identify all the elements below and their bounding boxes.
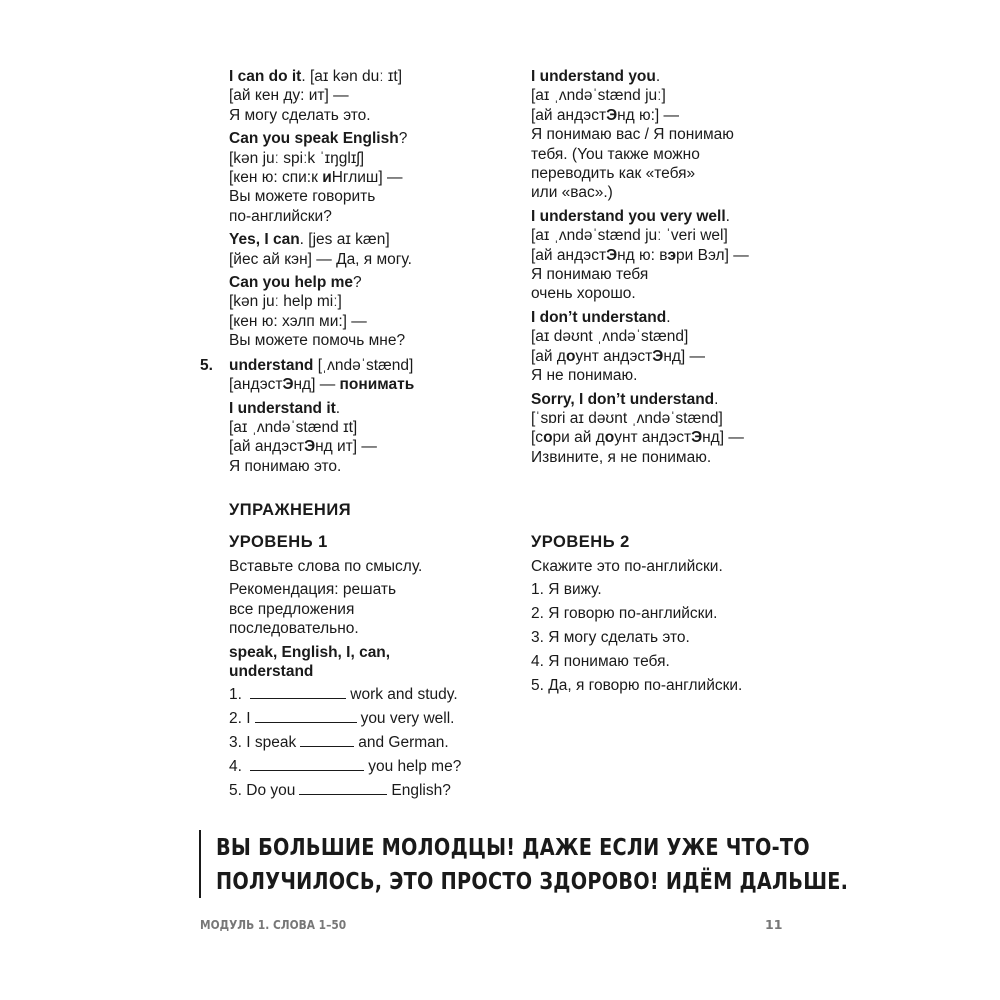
phrase-transliteration: [кен ю: спи:к иНглиш] — xyxy=(229,169,403,187)
phrase-translation: Извините, я не понимаю. xyxy=(531,448,712,466)
vocab-word-entry xyxy=(200,356,499,395)
phrase-transliteration: [ай доунт андэстЭнд] — xyxy=(531,347,706,365)
answer-blank[interactable] xyxy=(300,733,354,747)
vocab-word: understand xyxy=(229,356,314,374)
phrase-transliteration: [ай кен ду: ит] — xyxy=(229,87,349,105)
phrase-transliteration: [сори ай доунт андэстЭнд] — xyxy=(531,429,744,447)
motivation-banner xyxy=(199,830,849,898)
phrase-transliteration: [ай андэстЭнд ю: вэри Вэл] — xyxy=(531,246,749,264)
level1-exercise xyxy=(229,557,499,805)
level1-heading: УРОВЕНЬ 1 xyxy=(229,533,328,551)
phrase-translation: тебя. (You также можно xyxy=(531,145,700,163)
footer-module-title: МОДУЛЬ 1. СЛОВА 1–50 xyxy=(200,917,347,932)
phrase-entry: I understand you very well. [aɪ ˌʌndəˈstænd juː ˈveri wel] [ай андэстЭнд ю: вэри Вэл] — Я понимаю тебя очень хорошо. xyxy=(531,207,801,304)
translate-item: 5. Да, я говорю по-английски. xyxy=(531,677,743,695)
banner-line: ПОЛУЧИЛОСЬ, ЭТО ПРОСТО ЗДОРОВО! ИДЁМ ДАЛЬШЕ. xyxy=(216,867,849,895)
translate-item: 3. Я могу сделать это. xyxy=(531,629,690,647)
right-column xyxy=(531,67,801,471)
phrase-translation: Я понимаю вас / Я понимаю xyxy=(531,126,734,144)
phrase-entry: Yes, I can. [jes aɪ kæn] [йес ай кэн] — Да, я могу. xyxy=(229,230,499,269)
exercises-heading: УПРАЖНЕНИЯ xyxy=(229,501,352,519)
vocab-meaning: понимать xyxy=(339,376,415,394)
answer-blank[interactable] xyxy=(255,709,357,723)
banner-line: ВЫ БОЛЬШИЕ МОЛОДЦЫ! ДАЖЕ ЕСЛИ УЖЕ ЧТО-ТО xyxy=(216,833,810,861)
vocab-transliteration: [андэстЭнд] — понимать xyxy=(229,376,415,394)
phrase-translation: Я могу сделать это. xyxy=(229,106,371,124)
phrase-entry: Sorry, I don’t understand. [ˈsɒri aɪ dəʊnt ˌʌndəˈstænd] [сори ай доунт андэстЭнд] — Извините, я не понимаю. xyxy=(531,390,801,468)
fill-blank-item: 1. work and study. xyxy=(229,686,458,704)
answer-blank[interactable] xyxy=(250,757,364,771)
translate-item: 1. Я вижу. xyxy=(531,581,602,599)
level1-recommendation: Рекомендация: решать все предложения последовательно. xyxy=(229,581,397,638)
vocab-number: 5. xyxy=(200,356,213,374)
phrase-ipa: [aɪ ˌʌndəˈstænd juː] xyxy=(531,87,666,105)
phrase-transliteration: [кен ю: хэлп ми:] — xyxy=(229,312,367,330)
translate-item: 4. Я понимаю тебя. xyxy=(531,653,670,671)
phrase-english: Sorry, I don’t understand xyxy=(531,390,715,408)
phrase-english: I can do it xyxy=(229,68,302,85)
phrase-transliteration: [ай андэстЭнд ю:] — xyxy=(531,106,680,124)
phrase-ipa: [ˈsɒri aɪ dəʊnt ˌʌndəˈstænd] xyxy=(531,409,723,427)
level1-word-bank: speak, English, I, can, understand xyxy=(229,643,391,681)
level2-heading: УРОВЕНЬ 2 xyxy=(531,533,630,551)
phrase-ipa: [aɪ ˌʌndəˈstænd juː ˈveri wel] xyxy=(531,227,728,245)
phrase-translation: или «вас».) xyxy=(531,184,613,202)
phrase-english: Can you speak English xyxy=(229,130,399,148)
phrase-ipa: [jes aɪ kæn] xyxy=(308,231,390,249)
phrase-english: I understand it xyxy=(229,399,336,417)
level2-exercise xyxy=(531,557,801,700)
phrase-english: I don’t understand xyxy=(531,308,667,326)
phrase-entry: I understand you. [aɪ ˌʌndəˈstænd juː] [ай андэстЭнд ю:] — Я понимаю вас / Я понимаю тебя. (You также можно переводить как «тебя» или «вас».) xyxy=(531,67,801,203)
phrase-entry: Can you speak English? [kən juː spiːk ˈɪŋglɪʃ] [кен ю: спи:к иНглиш] — Вы можете говорить по-английски? xyxy=(229,129,499,226)
phrase-entry: I don’t understand. [aɪ dəʊnt ˌʌndəˈstænd] [ай доунт андэстЭнд] — Я не понимаю. xyxy=(531,308,801,386)
phrase-entry: I understand it. [aɪ ˌʌndəˈstænd ɪt] [ай андэстЭнд ит] — Я понимаю это. xyxy=(229,399,499,477)
answer-blank[interactable] xyxy=(250,685,346,699)
phrase-transliteration: [ай андэстЭнд ит] — xyxy=(229,438,377,456)
phrase-translation: Я не понимаю. xyxy=(531,367,638,385)
phrase-ipa: [aɪ dəʊnt ˌʌndəˈstænd] xyxy=(531,328,689,346)
phrase-english: Can you help me xyxy=(229,274,354,292)
page-number: 11 xyxy=(765,917,783,932)
phrase-transliteration: [йес ай кэн] — Да, я могу. xyxy=(229,250,412,268)
phrase-translation: Я понимаю это. xyxy=(229,457,342,475)
phrase-ipa: [kən juː spiːk ˈɪŋglɪʃ] xyxy=(229,149,365,167)
vocab-ipa: [ˌʌndəˈstænd] xyxy=(317,356,414,374)
left-column xyxy=(200,67,499,480)
fill-blank-item: 5. Do you English? xyxy=(229,782,451,800)
phrase-entry: I can do it. [aɪ kən duː ɪt] [ай кен ду: ит] — Я могу сделать это. xyxy=(229,67,499,125)
phrase-ipa: [kən juː help miː] xyxy=(229,293,342,311)
phrase-ipa: [aɪ kən duː ɪt] xyxy=(309,68,402,85)
phrase-translation: переводить как «тебя» xyxy=(531,165,696,183)
fill-blank-item: 4. you help me? xyxy=(229,758,462,776)
answer-blank[interactable] xyxy=(299,781,387,795)
phrase-english: I understand you xyxy=(531,68,656,85)
fill-blank-item: 2. I you very well. xyxy=(229,710,455,728)
level1-instruction: Вставьте слова по смыслу. xyxy=(229,558,423,575)
phrase-ipa: [aɪ ˌʌndəˈstænd ɪt] xyxy=(229,418,358,436)
translate-item: 2. Я говорю по-английски. xyxy=(531,605,718,623)
level2-instruction: Скажите это по-английски. xyxy=(531,558,723,575)
phrase-entry: Can you help me? [kən juː help miː] [кен ю: хэлп ми:] — Вы можете помочь мне? xyxy=(229,273,499,351)
phrase-translation: Вы можете говорить xyxy=(229,188,376,206)
fill-blank-item: 3. I speak and German. xyxy=(229,734,449,752)
phrase-english: Yes, I can xyxy=(229,231,300,249)
phrase-translation: Я понимаю тебя xyxy=(531,266,649,284)
phrase-translation: по-английски? xyxy=(229,207,332,225)
phrase-english: I understand you very well xyxy=(531,207,726,225)
phrase-translation: Вы можете помочь мне? xyxy=(229,332,406,350)
phrase-translation: очень хорошо. xyxy=(531,285,636,303)
